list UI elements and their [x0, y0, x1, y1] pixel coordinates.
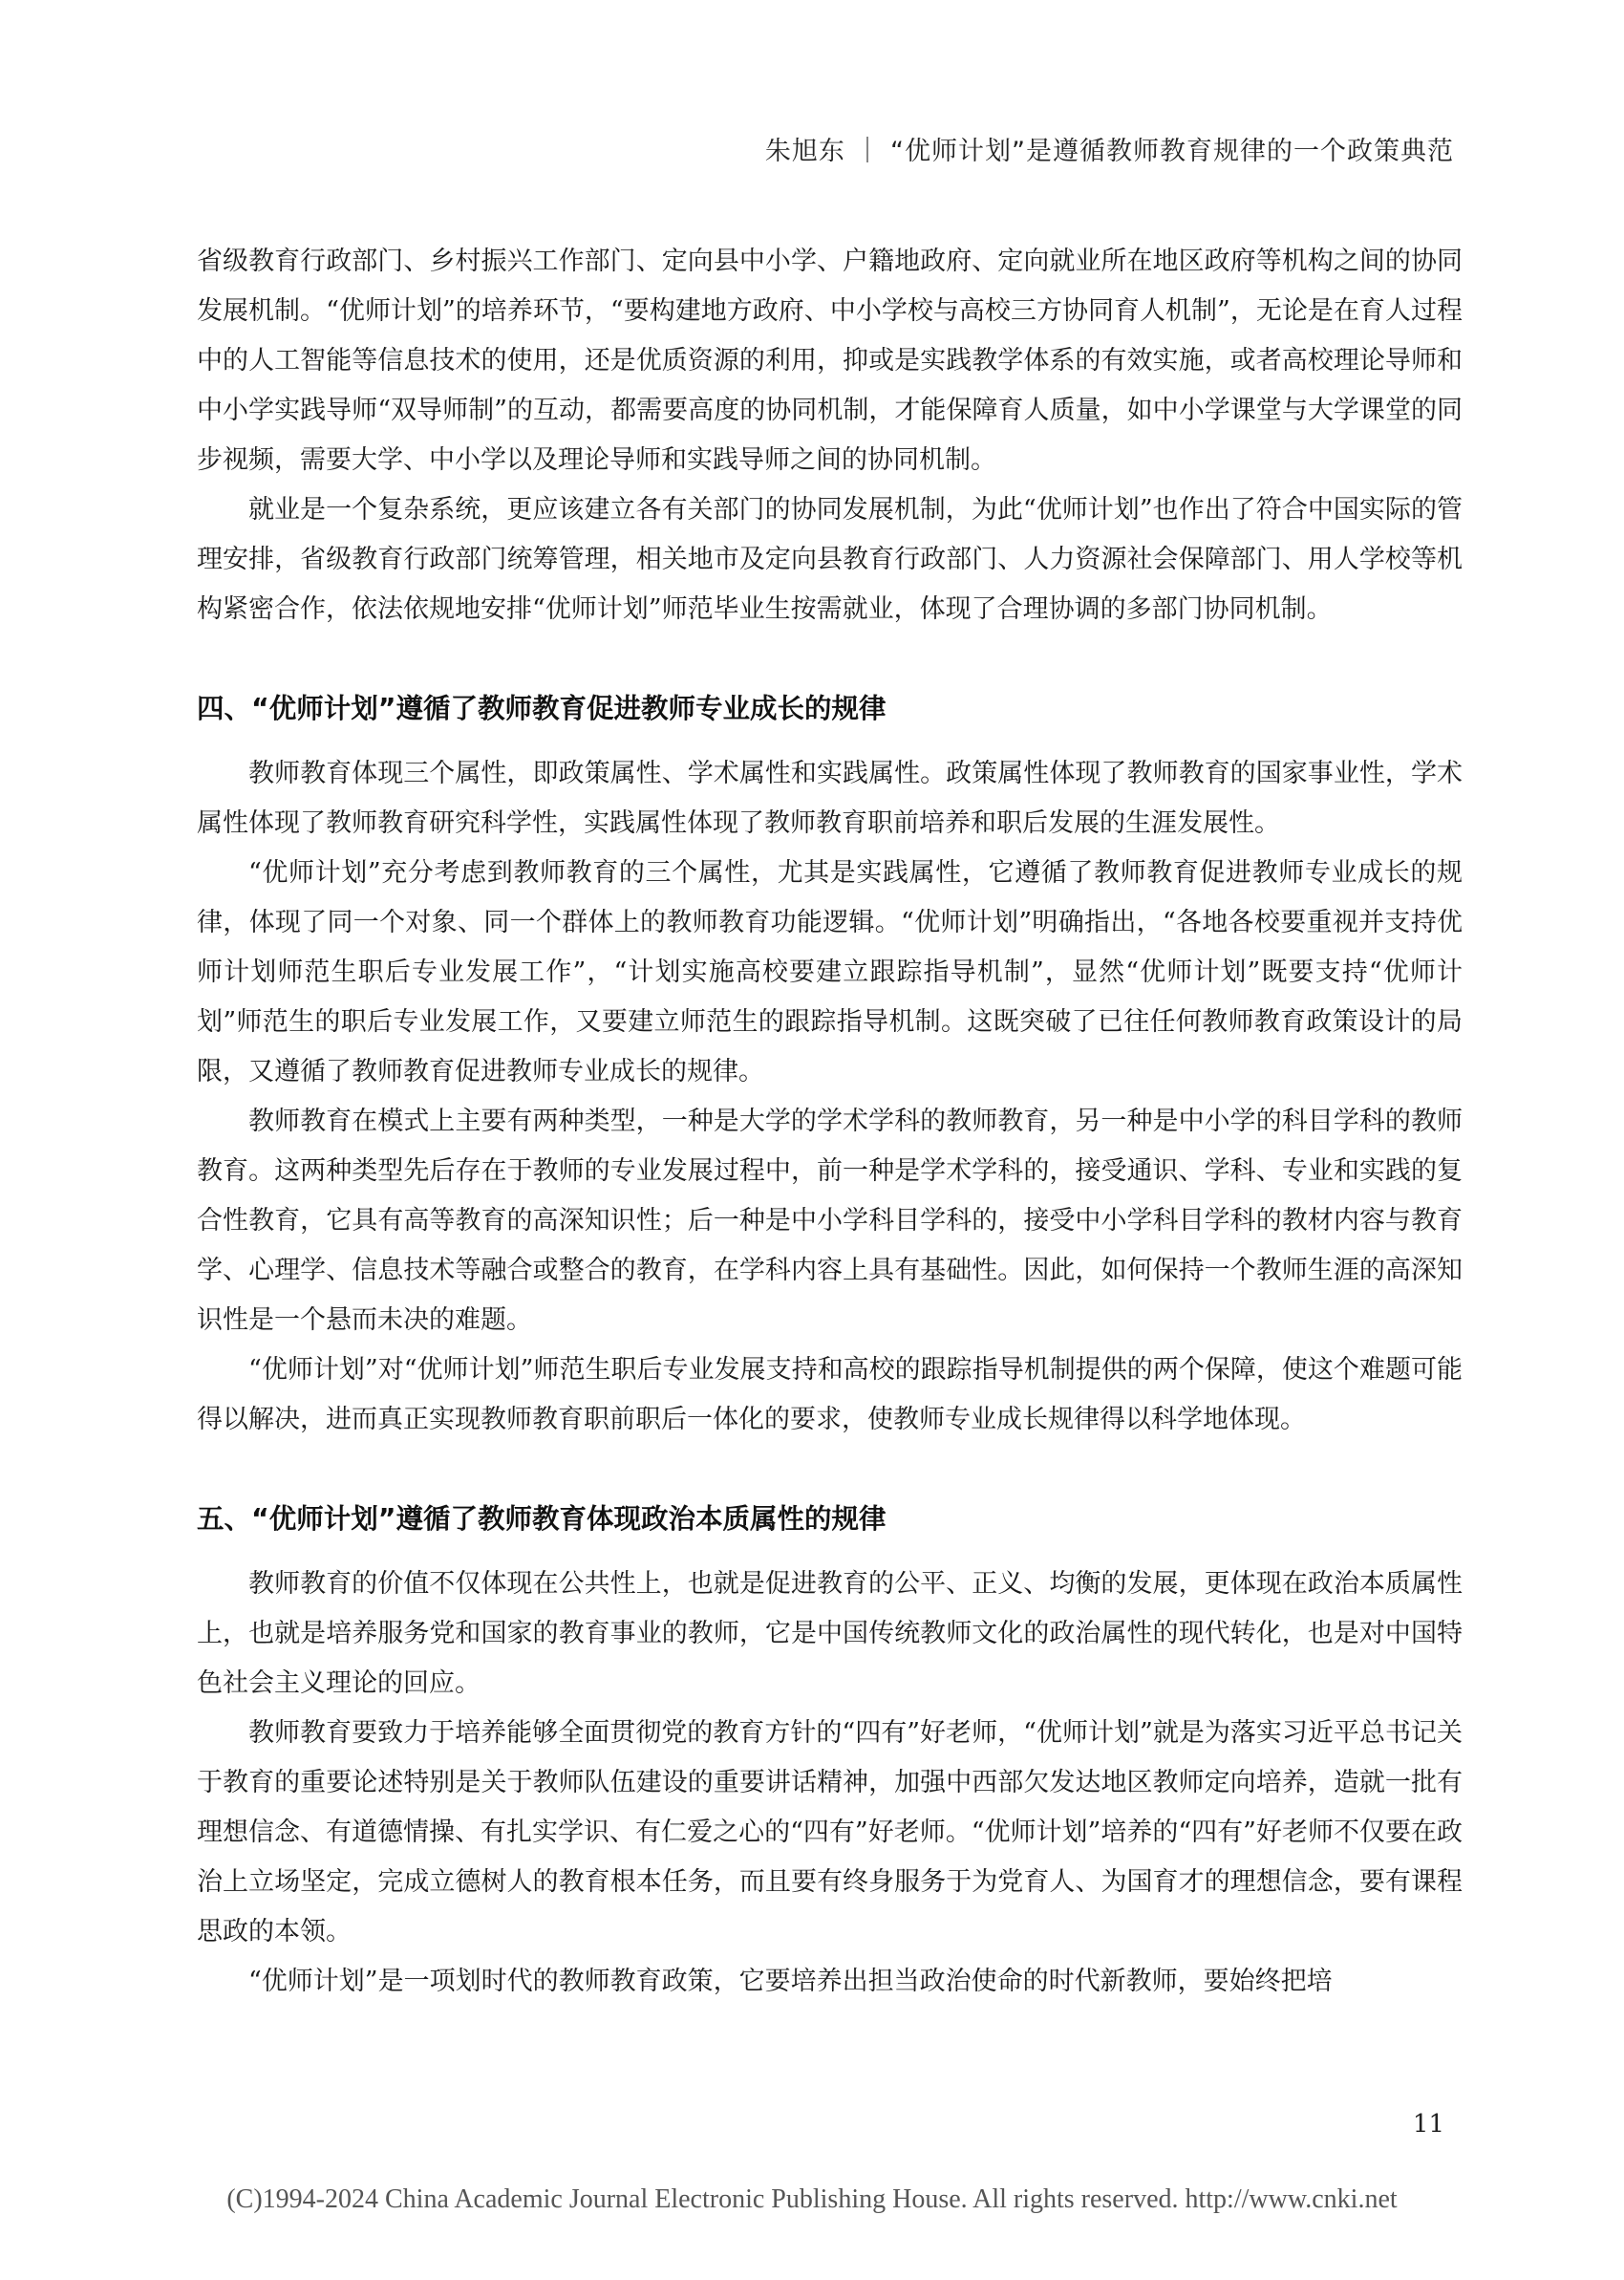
copyright-footer: (C)1994-2024 China Academic Journal Electronic Publishing House. All rights reserved. http://www.cnki.net: [226, 2184, 1398, 2214]
running-header: 朱旭东 ｜ “优师计划”是遵循教师教育规律的一个政策典范: [764, 137, 1454, 166]
section-heading-5: 五、“优师计划”遵循了教师教育体现政治本质属性的规律: [197, 1503, 887, 1535]
paragraph: 教师教育的价值不仅体现在公共性上，也就是促进教育的公平、正义、均衡的发展，更体现在政治本质属性上，也就是培养服务党和国家的教育事业的教师，它是中国传统教师文化的政治属性的现代转化，也是对中国特色社会主义理论的回应。: [197, 1569, 1463, 1698]
paragraph: “优师计划”充分考虑到教师教育的三个属性，尤其是实践属性，它遵循了教师教育促进教师专业成长的规律，体现了同一个对象、同一个群体上的教师教育功能逻辑。“优师计划”明确指出，“各地各校要重视并支持优师计划师范生职后专业发展工作”，“计划实施高校要建立跟踪指导机制”，显然“优师计划”既要支持“优师计划”师范生的职后专业发展工作，又要建立师范生的跟踪指导机制。这既突破了已往任何教师教育政策设计的局限，又遵循了教师教育促进教师专业成长的规律。: [197, 858, 1463, 1086]
paragraph: 就业是一个复杂系统，更应该建立各有关部门的协同发展机制，为此“优师计划”也作出了符合中国实际的管理安排，省级教育行政部门统筹管理，相关地市及定向县教育行政部门、人力资源社会保障部门、用人学校等机构紧密合作，依法依规地安排“优师计划”师范毕业生按需就业，体现了合理协调的多部门协同机制。: [197, 495, 1463, 624]
paragraph: 省级教育行政部门、乡村振兴工作部门、定向县中小学、户籍地政府、定向就业所在地区政府等机构之间的协同发展机制。“优师计划”的培养环节，“要构建地方政府、中小学校与高校三方协同育人机制”，无论是在育人过程中的人工智能等信息技术的使用，还是优质资源的利用，抑或是实践教学体系的有效实施，或者高校理论导师和中小学实践导师“双导师制”的互动，都需要高度的协同机制，才能保障育人质量，如中小学课堂与大学课堂的同步视频，需要大学、中小学以及理论导师和实践导师之间的协同机制。: [197, 247, 1463, 475]
paragraph: 教师教育要致力于培养能够全面贯彻党的教育方针的“四有”好老师，“优师计划”就是为落实习近平总书记关于教育的重要论述特别是关于教师队伍建设的重要讲话精神，加强中西部欠发达地区教师定向培养，造就一批有理想信念、有道德情操、有扎实学识、有仁爱之心的“四有”好老师。“优师计划”培养的“四有”好老师不仅要在政治上立场坚定，完成立德树人的教育根本任务，而且要有终身服务于为党育人、为国育才的理想信念，要有课程思政的本领。: [197, 1718, 1463, 1947]
article-body: [197, 237, 1463, 2007]
page-number: 11: [1412, 2110, 1444, 2139]
paragraph: “优师计划”对“优师计划”师范生职后专业发展支持和高校的跟踪指导机制提供的两个保障，使这个难题可能得以解决，进而真正实现教师教育职前职后一体化的要求，使教师专业成长规律得以科学地体现。: [197, 1355, 1463, 1434]
paragraph: 教师教育在模式上主要有两种类型，一种是大学的学术学科的教师教育，另一种是中小学的科目学科的教师教育。这两种类型先后存在于教师的专业发展过程中，前一种是学术学科的，接受通识、学科、专业和实践的复合性教育，它具有高等教育的高深知识性；后一种是中小学科目学科的，接受中小学科目学科的教材内容与教育学、心理学、信息技术等融合或整合的教育，在学科内容上具有基础性。因此，如何保持一个教师生涯的高深知识性是一个悬而未决的难题。: [197, 1107, 1463, 1335]
section-heading-4: 四、“优师计划”遵循了教师教育促进教师专业成长的规律: [197, 693, 887, 724]
paragraph: “优师计划”是一项划时代的教师教育政策，它要培养出担当政治使命的时代新教师，要始终把培: [248, 1967, 1333, 1996]
paragraph: 教师教育体现三个属性，即政策属性、学术属性和实践属性。政策属性体现了教师教育的国家事业性，学术属性体现了教师教育研究科学性，实践属性体现了教师教育职前培养和职后发展的生涯发展性。: [197, 759, 1463, 838]
